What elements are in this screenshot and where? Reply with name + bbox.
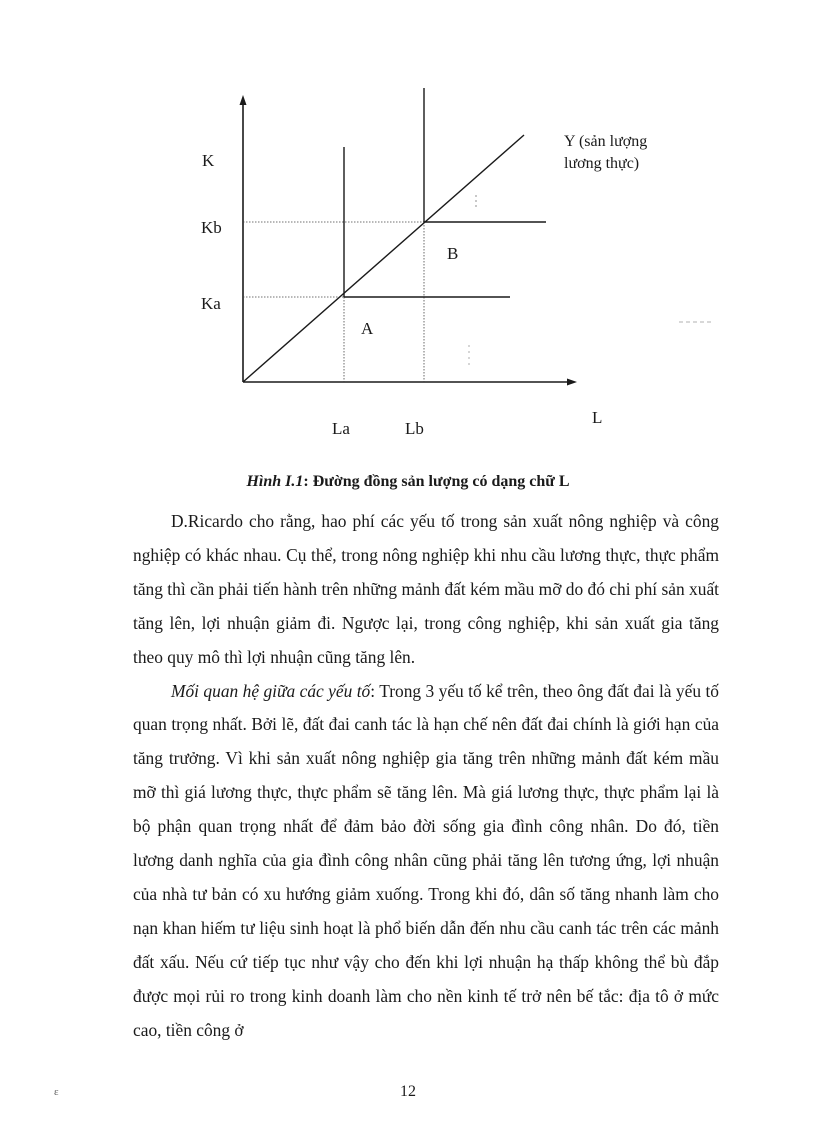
paragraph-2-lead: Mối quan hệ giữa các yếu tố [171, 680, 371, 701]
body-text [133, 505, 719, 1048]
la-label: La [332, 419, 350, 438]
l-axis-label: L [592, 408, 603, 427]
region-a-label: A [361, 319, 374, 338]
paragraph-1: D.Ricardo cho rằng, hao phí các yếu tố trong sản xuất nông nghiệp và công nghiệp có khác nhau. Cụ thể, trong nông nghiệp khi nhu cầu lương thực, thực phẩm tăng thì cần phải tiến hành trên những mảnh đất kém mầu mỡ do đó chi phí sản xuất tăng lên, lợi nhuận giảm đi. Ngược lại, trong công nghiệp, khi sản xuất gia tăng theo quy mô thì lợi nhuận cũng tăng lên. [133, 511, 719, 667]
paragraph-2 [133, 675, 719, 1048]
isoquant-figure [0, 0, 816, 460]
corner-mark: ε [54, 1086, 59, 1098]
expansion-path-line [243, 135, 524, 382]
figure-caption [0, 473, 816, 491]
y-line-label-1: Y (sản lượng [564, 133, 648, 150]
y-line-label-2: lương thực) [564, 155, 640, 172]
k-axis-label: K [202, 151, 215, 170]
figure-caption-text: : Đường đồng sản lượng có dạng chữ L [303, 473, 570, 490]
region-b-label: B [447, 244, 459, 263]
figure-number: Hình I.1 [246, 473, 304, 490]
y-axis-arrow [240, 95, 247, 105]
kb-label: Kb [201, 218, 222, 237]
paragraph-2-text: : Trong 3 yếu tố kể trên, theo ông đất đai là yếu tố quan trọng nhất. Bởi lẽ, đất đai canh tác là hạn chế nên đất đai chính là giới hạn của tăng trưởng. Vì khi sản xuất nông nghiệp gia tăng trên những mảnh đất kém mầu mỡ thì giá lương thực, thực phẩm sẽ tăng lên. Mà giá lương thực, thực phẩm lại là bộ phận quan trọng nhất để đảm bảo đời sống gia đình công nhân. Do đó, tiền lương danh nghĩa của gia đình công nhân cũng phải tăng lên tương ứng, lợi nhuận của nhà tư bản có xu hướng giảm xuống. Trong khi đó, dân số tăng nhanh làm cho nạn khan hiếm tư liệu sinh hoạt là phổ biến dẫn đến nhu cầu canh tác trên các mảnh đất xấu. Nếu cứ tiếp tục như vậy cho đến khi lợi nhuận hạ thấp không thể bù đắp được mọi rủi ro trong kinh doanh làm cho nền kinh tế trở nên bế tắc: địa tô ở mức cao, tiền công ở [133, 680, 719, 1040]
ka-label: Ka [201, 294, 221, 313]
page-number: 12 [400, 1083, 416, 1100]
lb-label: Lb [405, 419, 424, 438]
x-axis-arrow [567, 379, 577, 386]
